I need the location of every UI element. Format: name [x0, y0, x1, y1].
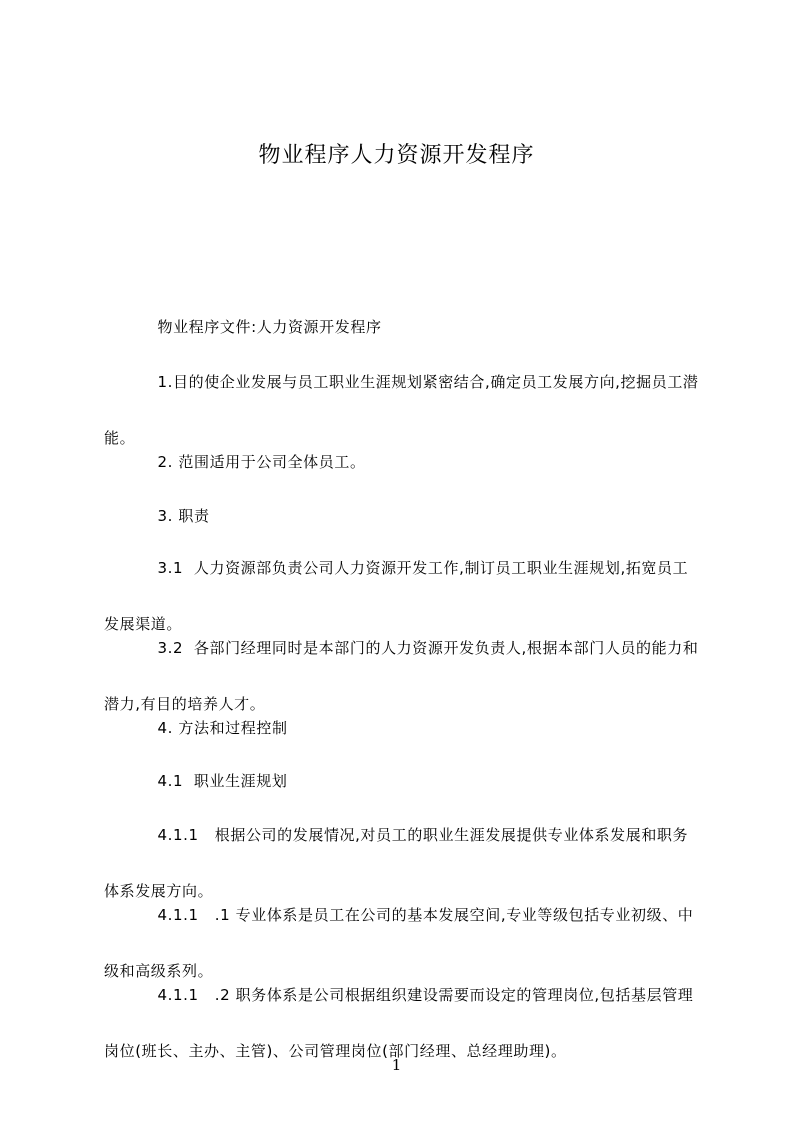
paragraph-line: 4.1.1 .1 专业体系是员工在公司的基本发展空间,专业等级包括专业初级、中	[157, 906, 694, 924]
paragraph-line: 4. 方法和过程控制	[157, 719, 288, 737]
paragraph-line-continued: 体系发展方向。	[104, 882, 214, 900]
paragraph-line-continued: 岗位(班长、主办、主管)、公司管理岗位(部门经理、总经理助理)。	[104, 1042, 567, 1060]
paragraph-line-continued: 级和高级系列。	[104, 962, 214, 980]
paragraph-line-continued: 能。	[104, 429, 136, 447]
paragraph-line-continued: 发展渠道。	[104, 615, 183, 633]
paragraph-line: 3.1 人力资源部负责公司人力资源开发工作,制订员工职业生涯规划,拓宽员工	[157, 559, 689, 577]
paragraph-line-continued: 潜力,有目的培养人才。	[104, 695, 266, 713]
paragraph-line: 4.1.1 根据公司的发展情况,对员工的职业生涯发展提供专业体系发展和职务	[157, 826, 689, 844]
paragraph-line: 4.1 职业生涯规划	[157, 772, 288, 790]
paragraph-4-1-1-2	[104, 953, 702, 1121]
paragraph-line: 物业程序文件:人力资源开发程序	[157, 318, 382, 336]
paragraph-line: 1.目的使企业发展与员工职业生涯规划紧密结合,确定员工发展方向,挖掘员工潜	[157, 373, 699, 391]
paragraph-line: 3. 职责	[157, 507, 210, 525]
page-number: 1	[391, 1056, 402, 1074]
paragraph-line: 4.1.1 .2 职务体系是公司根据组织建设需要而设定的管理岗位,包括基层管理	[157, 986, 694, 1004]
paragraph-line: 2. 范围适用于公司全体员工。	[157, 453, 366, 471]
page-title: 物业程序人力资源开发程序	[258, 143, 535, 168]
paragraph-line: 3.2 各部门经理同时是本部门的人力资源开发负责人,根据本部门人员的能力和	[157, 639, 699, 657]
